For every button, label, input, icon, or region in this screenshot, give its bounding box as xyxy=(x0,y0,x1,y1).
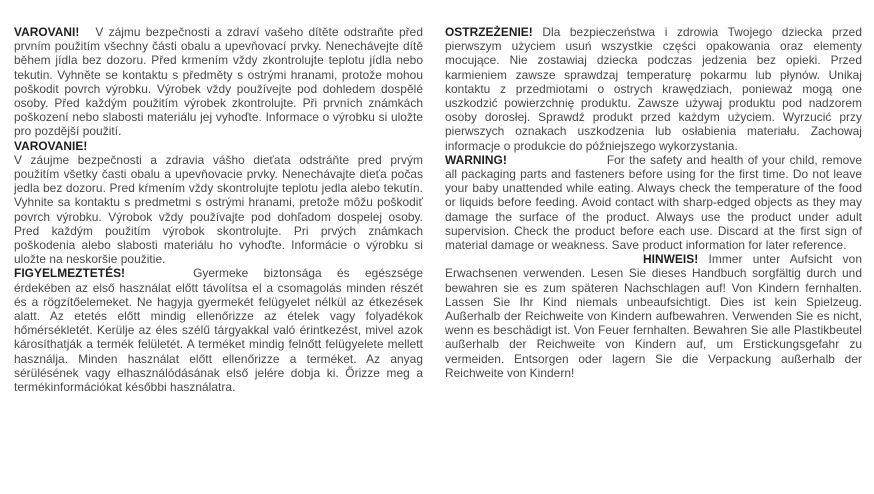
section-german-notice xyxy=(445,252,862,380)
hungarian-heading: FIGYELMEZTETÉS! xyxy=(14,266,126,281)
czech-body-text: V zájmu bezpečnosti a zdraví vašeho dítěte odstraňte před prvním použitím všechny části obalu a upevňovací prvky. Nenechávejte dítě během jídla bez dozoru. Před krmením vždy zkontrolujte teplotu jídla nebo tekutin. Vyhněte se kontaktu s předměty s ostrými hranami, protože mohou poškodit povrch výrobku. Výrobek vždy používejte pod dohledem dospělé osoby. Před každým použitím výrobek zkontrolujte. Při prvních známkách poškození nebo slabosti materiálu jej vyhoďte. Informace o výrobku si uložte pro pozdější použití. xyxy=(14,25,423,139)
slovak-heading: VAROVANIE! xyxy=(14,138,88,153)
polish-body-text: Dla bezpieczeństwa i zdrowia Twojego dziecka przed pierwszym użyciem usuń wszystkie części opakowania oraz elementy mocujące. Nie zostawiaj dziecka podczas jedzenia bez opieki. Przed karmieniem zawsze sprawdzaj temperaturę pokarmu lub płynów. Unikaj kontaktu z przedmiotami o ostrych krawędziach, ponieważ mogą one uszkodzić powierzchnię produktu. Zawsze używaj produktu pod nadzorem osoby dorosłej. Sprawdź produkt przed każdym użyciem. Wyrzucić przy pierwszych oznakach uszkodzenia lub osłabienia materiału. Zachowaj informacje o produkcie do późniejszego wykorzystania. xyxy=(445,25,862,153)
section-english-warning xyxy=(445,153,862,252)
hungarian-body-text: Gyermeke biztonsága és egészsége érdekében az első használat előtt távolítsa el a csomagolás minden részét és a rögzítőelemeket. Ne hagyja gyermekét felügyelet nélkül az étkezések alatt. Az etetés előtt mindig ellenőrizze az ételek vagy folyadékok hőmérsékletét. Kerülje az éles szélű tárgyakkal való érintkezést, mivel azok károsíthatják a termék felületét. A terméket mindig felnőtt felügyelete mellett használja. Minden használat előtt ellenőrizze a terméket. Az anyag sérülésének vagy elhasználódásának első jelére dobja ki. Őrizze meg a termékinformációkat későbbi használatra. xyxy=(14,266,423,395)
slovak-body-text: V záujme bezpečnosti a zdravia vášho dieťata odstráňte pred prvým použitím všetky časti obalu a upevňovacie prvky. Nenechávajte dieťa počas jedla bez dozoru. Pred kŕmením vždy skontrolujte teplotu jedla alebo tekutín. Vyhnite sa kontaktu s predmetmi s ostrými hranami, pretože môžu poškodiť povrch výrobku. Výrobok vždy používajte pod dohľadom dospelej osoby. Pred každým použitím výrobok skontrolujte. Pri prvých známkach poškodenia alebo slabosti materiálu ho vyhoďte. Informácie o výrobku si uložte na neskoršie použitie. xyxy=(14,152,423,267)
heading-gap xyxy=(507,163,607,164)
left-column xyxy=(14,25,423,484)
english-heading: WARNING! xyxy=(445,152,507,167)
english-body-text: For the safety and health of your child, remove all packaging parts and fasteners before using for the first time. Do not leave your baby unattended while eating. Always check the temperature of the food or liquids before feeding. Avoid contact with sharp-edged objects as they may damage the surface of the product. Always use the product under adult supervision. Check the product before each use. Discard at the first sign of material damage or weakness. Save product information for later reference. xyxy=(445,152,862,253)
section-slovak-warning xyxy=(14,139,423,267)
heading-gap xyxy=(125,276,193,277)
czech-heading: VAROVANI! xyxy=(14,25,80,39)
polish-heading: OSTRZEŻENIE! xyxy=(445,25,533,39)
right-column xyxy=(445,25,862,484)
section-czech-warning xyxy=(14,25,423,139)
section-polish-warning xyxy=(445,25,862,153)
section-hungarian-warning xyxy=(14,266,423,394)
german-heading: HINWEIS! xyxy=(643,252,699,267)
german-body-text: Immer unter Aufsicht von Erwachsenen verwenden. Lesen Sie dieses Handbuch sorgfältig durch und bewahren sie es zum späteren Nachschlagen auf! Von Kindern fernhalten. Lassen Sie Ihr Kind niemals unbeaufsichtigt. Dies ist kein Spielzeug. Außerhalb der Reichweite von Kindern aufbewahren. Verwenden Sie es nicht, wenn es beschädigt ist. Von Feuer fernhalten. Bewahren Sie alle Plastikbeutel außerhalb der Reichweite von Kindern auf, um Erstickungsgefahr zu vermeiden. Entsorgen oder lagern Sie die Verpackung außerhalb der Reichweite von Kindern! xyxy=(445,252,862,380)
heading-gap xyxy=(79,35,95,36)
